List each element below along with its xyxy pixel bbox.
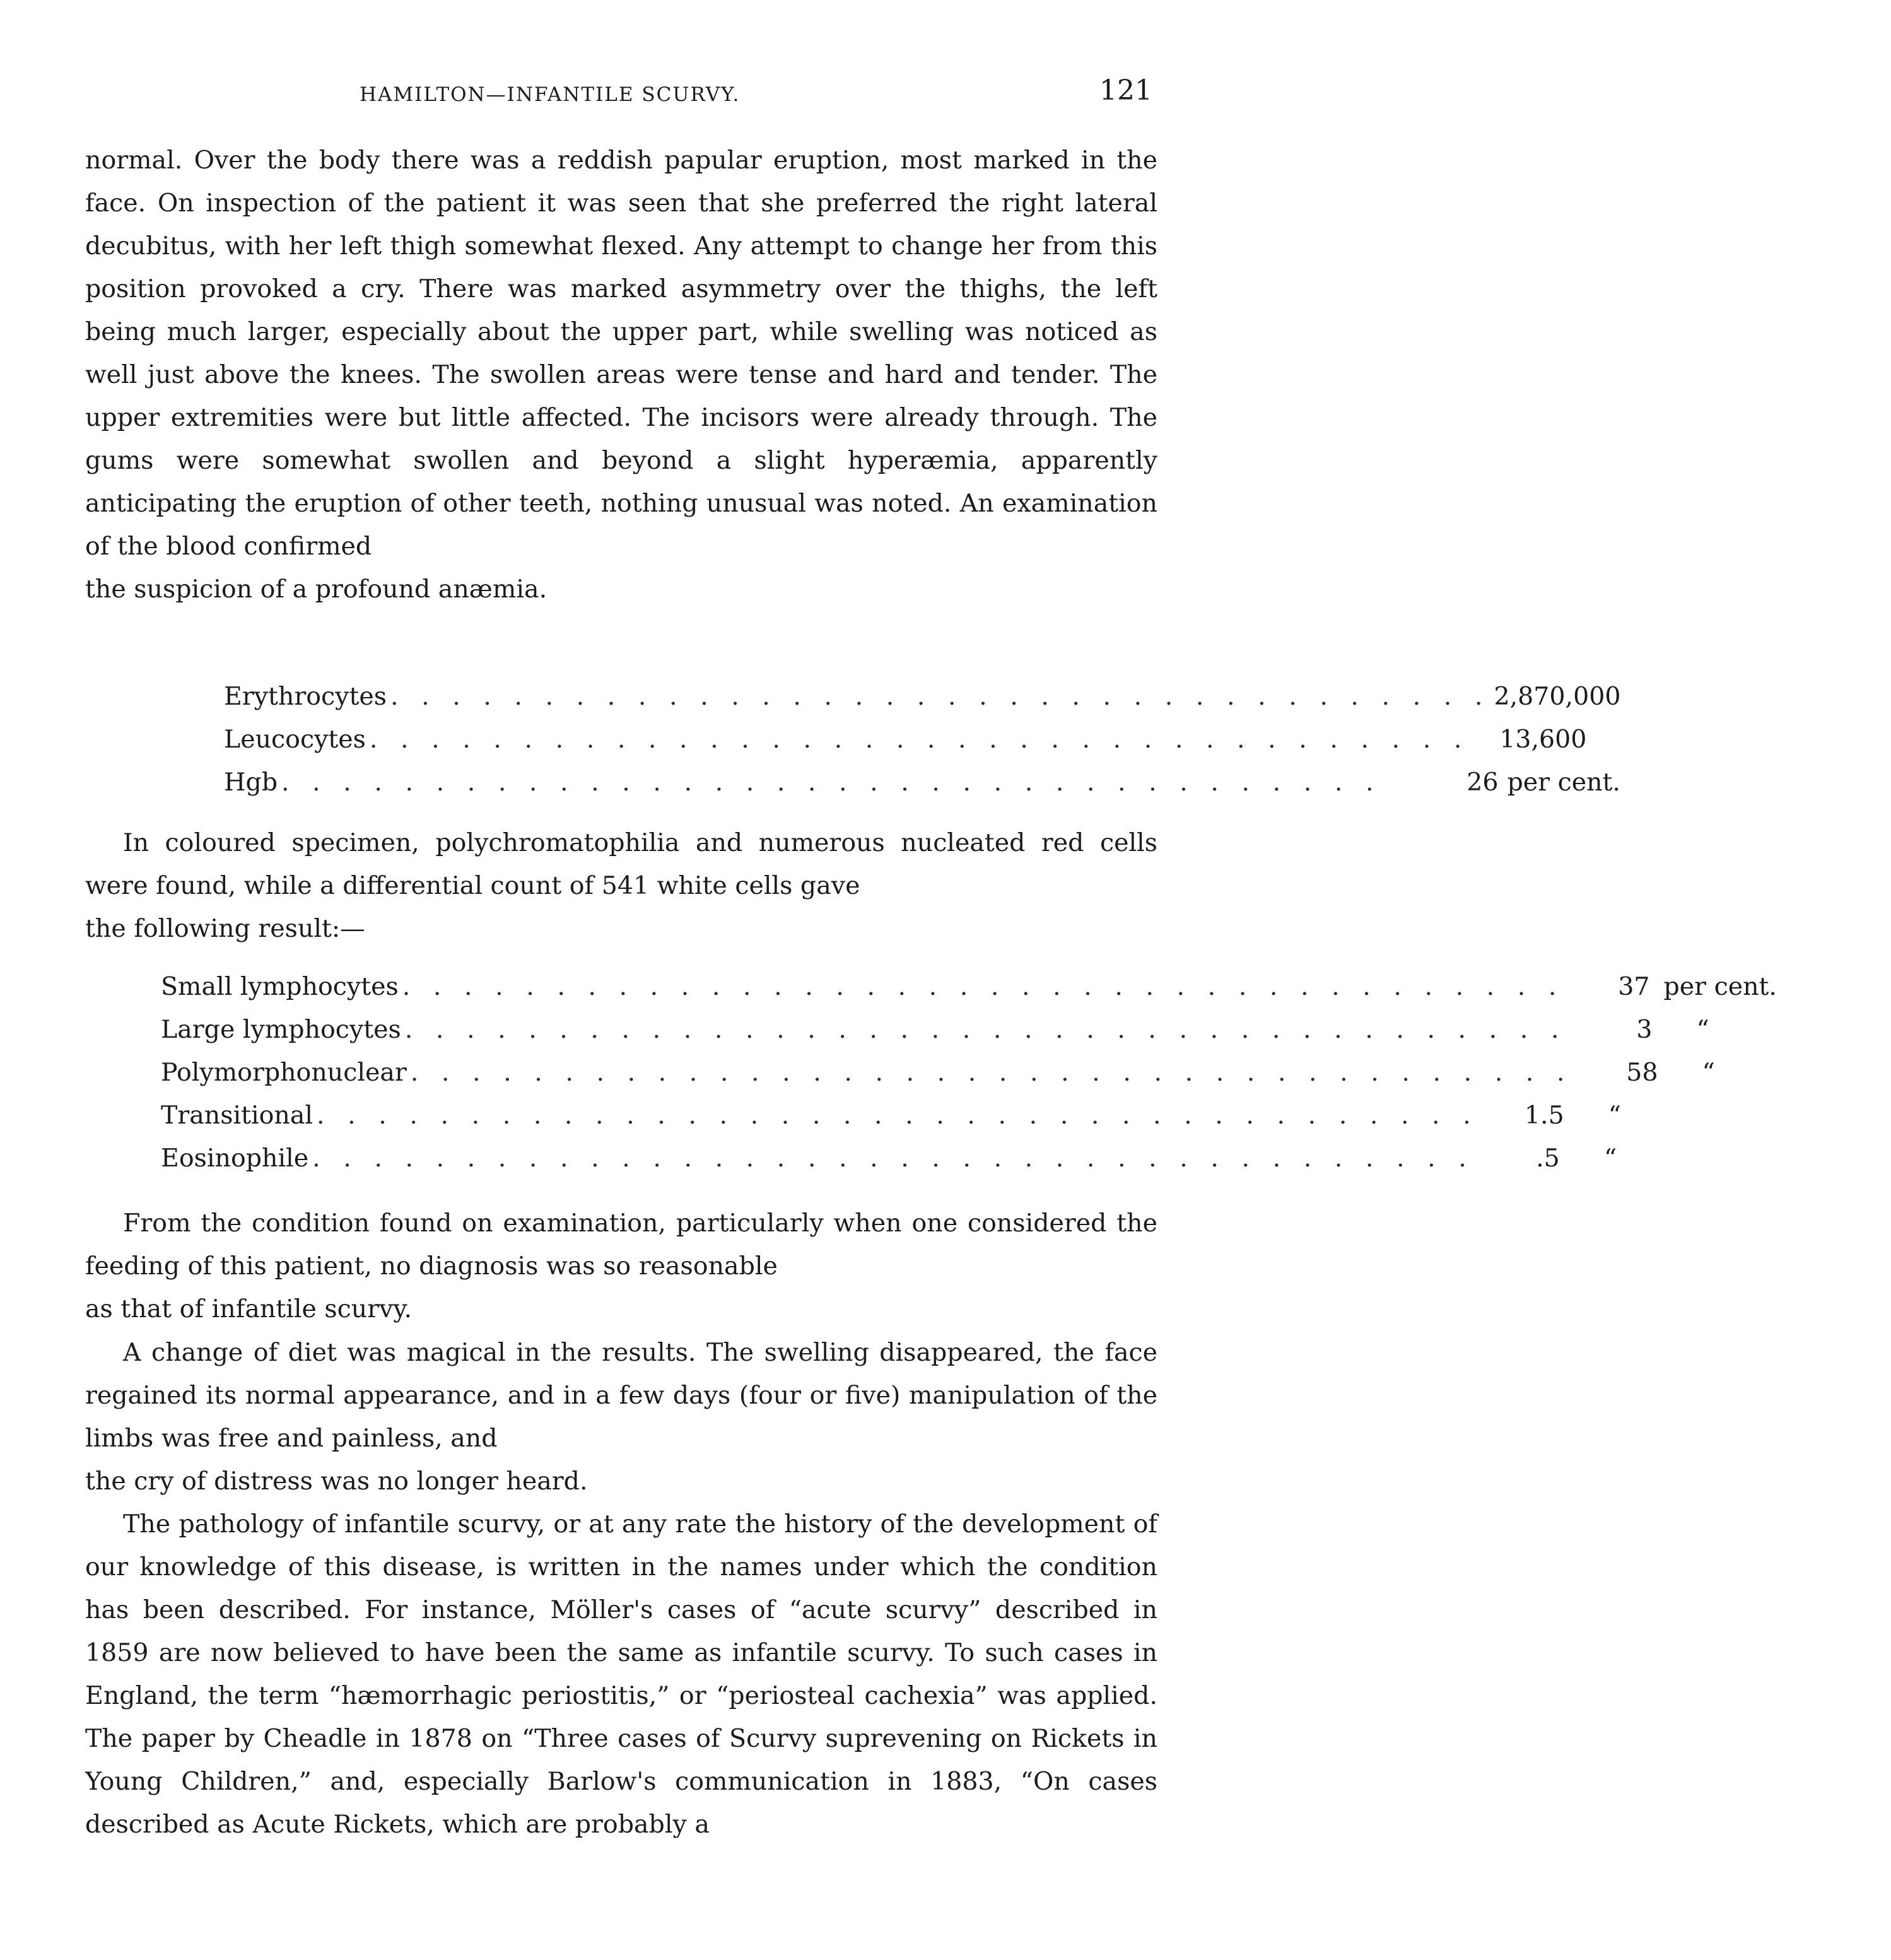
differential-count-row [161, 965, 1777, 1008]
differential-count-row [161, 1137, 1617, 1180]
cell-type-label: Small lymphocytes [161, 972, 399, 1001]
running-title: HAMILTON—INFANTILE SCURVY. [360, 83, 741, 106]
running-head [0, 74, 1238, 119]
differential-count-row [161, 1051, 1715, 1094]
paragraph-text: From the condition found on examination, particularly when one considered the feeding of this patient, no diagnosis was so reasonable [85, 1209, 1157, 1281]
cell-type-unit: “ [1608, 1101, 1621, 1130]
blood-count-label: Hgb [224, 768, 278, 797]
blood-count-unit: per cent. [1507, 768, 1620, 797]
differential-count-table [161, 965, 1777, 1180]
cell-type-value: 37 [1618, 972, 1650, 1001]
dot-leader: . . . . . . . . . . . . . . . . . . . . . . . . . . . . . . . . . . . . . . [312, 1144, 1474, 1173]
paragraph-pathology [85, 1503, 1157, 1846]
paragraph-last-line: the suspicion of a profound anæmia. [85, 575, 547, 604]
cell-type-value: 3 [1636, 1015, 1653, 1044]
paragraph-text: The pathology of infantile scurvy, or at any rate the history of the development of our knowledge of this disease, is written in the names under which the condition has been described. For instance, Möller's cases of “acute scurvy” described in 1859 are now believed to have been the same as infantile scurvy. To such cases in England, the term “hæmorrhagic periostitis,” or “periosteal cachexia” was applied. The paper by Cheadle in 1878 on “Three cases of Scurvy suprevening on Rickets in Young Children,” and, especially Barlow's communication in 1883, “On cases described as Acute Rickets, which are probably a [85, 1510, 1157, 1839]
cell-type-unit: “ [1603, 1144, 1617, 1173]
blood-count-row [224, 675, 1621, 718]
cell-type-value: 1.5 [1524, 1101, 1564, 1130]
differential-count-row [161, 1008, 1709, 1051]
blood-count-value: 2,870,000 [1494, 682, 1621, 711]
paragraph-text: In coloured specimen, polychromatophilia and numerous nucleated red cells were found, while a differential count of 541 white cells gave [85, 828, 1157, 900]
blood-count-table [224, 675, 1621, 804]
cell-type-label: Eosinophile [161, 1144, 309, 1173]
blood-count-row [224, 761, 1620, 804]
blood-count-label: Erythrocytes [224, 682, 387, 711]
cell-type-unit: “ [1702, 1058, 1715, 1087]
paragraph-last-line: as that of infantile scurvy. [85, 1294, 413, 1323]
blood-count-label: Leucocytes [224, 725, 366, 754]
paragraph-diet-change [85, 1331, 1157, 1503]
blood-count-row [224, 718, 1587, 761]
blood-count-value: 13,600 [1499, 725, 1587, 754]
cell-type-value: 58 [1626, 1058, 1658, 1087]
paragraph-text: A change of diet was magical in the results. The swelling disappeared, the face regained its normal appearance, and in a few days (four or five) manipulation of the limbs was free and painless, and [85, 1338, 1157, 1453]
dot-leader: . . . . . . . . . . . . . . . . . . . . . . . . . . . . . . . . . . . . [390, 682, 1490, 711]
cell-type-unit: per cent. [1663, 972, 1777, 1001]
dot-leader: . . . . . . . . . . . . . . . . . . . . . . . . . . . . . . . . . . . . . . [317, 1101, 1478, 1130]
paragraph-diagnosis [85, 1202, 1157, 1330]
paragraph-coloured-specimen [85, 821, 1157, 950]
blood-count-value: 26 [1467, 768, 1499, 797]
dot-leader: . . . . . . . . . . . . . . . . . . . . . . . . . . . . . . . . . . . . . . [404, 1015, 1567, 1044]
cell-type-value: .5 [1536, 1144, 1560, 1173]
cell-type-label: Polymorphonuclear [161, 1058, 407, 1087]
dot-leader: . . . . . . . . . . . . . . . . . . . . . . . . . . . . . . . . . . . . [369, 725, 1470, 754]
paragraph-last-line: the following result:— [85, 914, 365, 943]
paragraph-last-line: the cry of distress was no longer heard. [85, 1467, 588, 1496]
paragraph-text: normal. Over the body there was a reddish papular eruption, most marked in the face. On inspection of the patient it was seen that she preferred the right lateral decubitus, with her left thigh somewhat flexed. Any attempt to change her from this position provoked a cry. There was marked asymmetry over the thighs, the left being much larger, especially about the upper part, while swelling was noticed as well just above the knees. The swollen areas were tense and hard and tender. The upper extremities were but little affected. The incisors were already through. The gums were somewhat swollen and beyond a slight hyperæmia, apparently anticipating the eruption of other teeth, nothing unusual was noted. An examination of the blood confirmed [85, 146, 1157, 561]
differential-count-row [161, 1094, 1621, 1137]
dot-leader: . . . . . . . . . . . . . . . . . . . . . . . . . . . . . . . . . . . . [281, 768, 1381, 797]
cell-type-label: Transitional [161, 1101, 313, 1130]
page-number: 121 [1099, 74, 1152, 107]
paragraph-case-description [85, 139, 1157, 611]
cell-type-label: Large lymphocytes [161, 1015, 401, 1044]
cell-type-unit: “ [1696, 1015, 1709, 1044]
dot-leader: . . . . . . . . . . . . . . . . . . . . . . . . . . . . . . . . . . . . . . [402, 972, 1564, 1001]
dot-leader: . . . . . . . . . . . . . . . . . . . . . . . . . . . . . . . . . . . . . . [410, 1058, 1572, 1087]
